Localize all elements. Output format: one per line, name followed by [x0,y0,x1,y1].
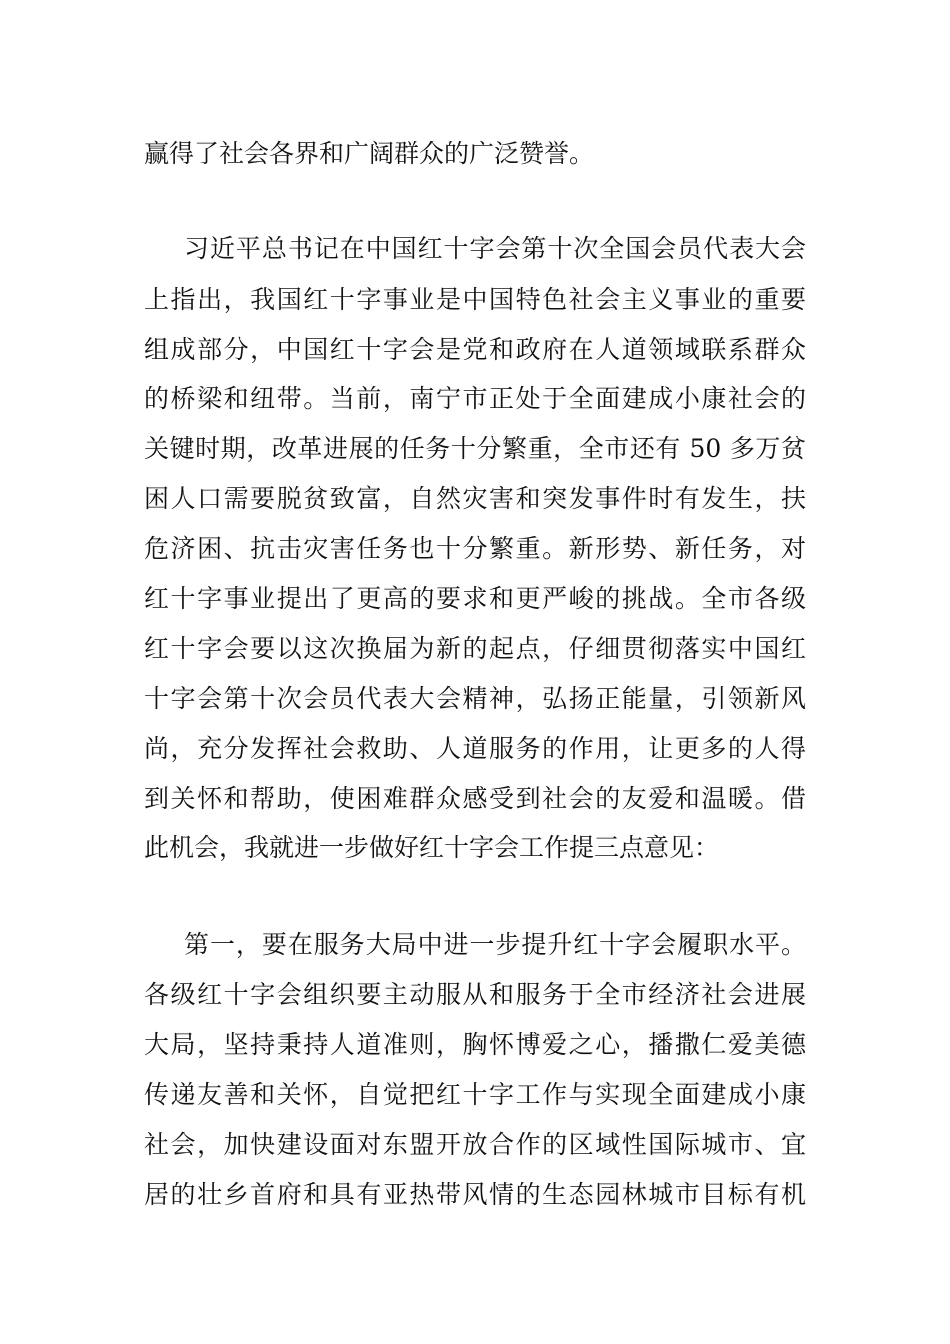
paragraph-3-line-5: 社会，加快建设面对东盟开放合作的区域性国际城市、宜 [144,1130,806,1159]
paragraph-2-line-7: 危济困、抗击灾害任务也十分繁重。新形势、新任务，对 [144,534,806,563]
paragraph-3-line-1: 第一，要在服务大局中进一步提升红十字会履职水平。 [184,930,806,959]
paragraph-2-line-13: 此机会，我就进一步做好红十字会工作提三点意见： [144,833,720,862]
paragraph-2-line-10: 十字会第十次会员代表大会精神，弘扬正能量，引领新风 [144,684,806,713]
paragraph-2-line-2: 上指出，我国红十字事业是中国特色社会主义事业的重要 [144,285,806,314]
paragraph-3-line-3: 大局，坚持秉持人道准则，胸怀博爱之心，播撒仁爱美德 [144,1030,806,1059]
paragraph-2-line-12: 到关怀和帮助，使困难群众感受到社会的友爱和温暖。借 [144,784,806,813]
paragraph-2-line-1: 习近平总书记在中国红十字会第十次全国会员代表大会 [184,234,806,263]
paragraph-2-line-5: 关键时期，改革进展的任务十分繁重，全市还有 50 多万贫 [144,434,806,463]
paragraph-3-line-2: 各级红十字会组织要主动服从和服务于全市经济社会进展 [144,980,806,1009]
paragraph-2-line-11: 尚，充分发挥社会救助、人道服务的作用，让更多的人得 [144,734,806,763]
paragraph-3-line-6: 居的壮乡首府和具有亚热带风情的生态园林城市目标有机 [144,1180,806,1209]
paragraph-2-line-6: 困人口需要脱贫致富，自然灾害和突发事件时有发生，扶 [144,484,806,513]
paragraph-2-line-8: 红十字事业提出了更高的要求和更严峻的挑战。全市各级 [144,584,806,613]
paragraph-3-line-4: 传递友善和关怀，自觉把红十字工作与实现全面建成小康 [144,1080,806,1109]
paragraph-2-line-9: 红十字会要以这次换届为新的起点，仔细贯彻落实中国红 [144,634,806,663]
paragraph-2-line-4: 的桥梁和纽带。当前，南宁市正处于全面建成小康社会的 [144,384,806,413]
paragraph-1-line-1: 赢得了社会各界和广阔群众的广泛赞誉。 [144,139,595,168]
paragraph-2-line-3: 组成部分，中国红十字会是党和政府在人道领域联系群众 [144,335,806,364]
